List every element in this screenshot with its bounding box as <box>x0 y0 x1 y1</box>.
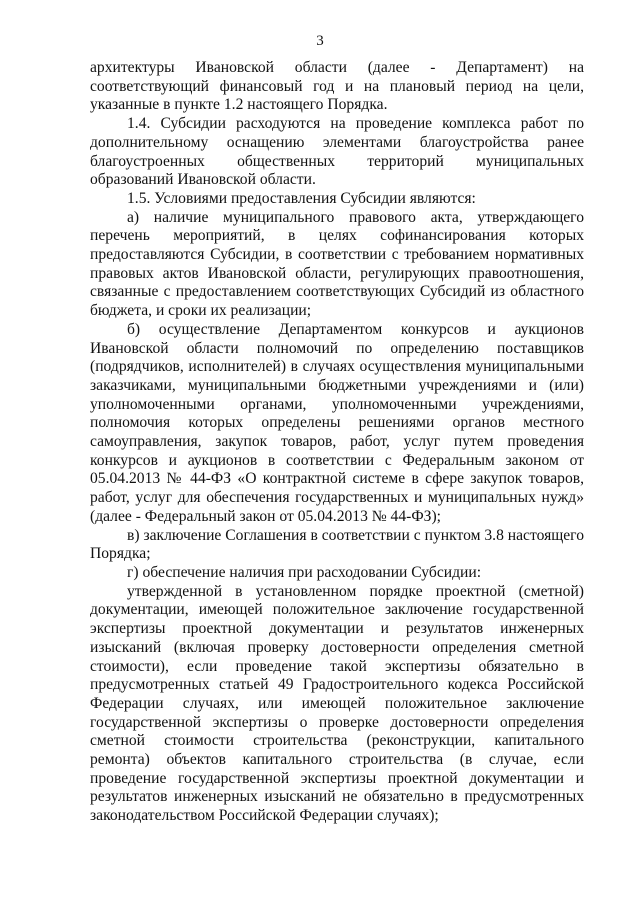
condition-v: в) заключение Соглашения в соответствии с пунктом 3.8 настоящего Порядка; <box>90 526 584 563</box>
condition-g: г) обеспечение наличия при расходовании Субсидии: <box>127 563 482 581</box>
page-number: 3 <box>316 33 324 49</box>
condition-g-detail: утвержденной в установленном порядке проектной (сметной) документации, имеющей положительное заключение государственной экспертизы проектной документации и результатов инженерных изысканий (включая проверку достоверности определения сметной стоимости), если проведение такой экспертизы обязательно в предусмотренных статьей 49 Градостроительного кодекса Российской Федерации случаях, или имеющей положительное заключение государственной экспертизы о проверке достоверности определения сметной стоимости строительства (реконструкции, капитального ремонта) объектов капитального строительства (в случае, если проведение государственной экспертизы проектной документации и результатов инженерных изысканий не обязательно в предусмотренных законодательством Российской Федерации случаях); <box>90 582 584 825</box>
paragraph-1-4: 1.4. Субсидии расходуются на проведение комплекса работ по дополнительному оснащению элементами благоустройства ранее благоустроенных общественных территорий муниципальных образований Ивановской области. <box>90 115 584 189</box>
condition-b: б) осуществление Департаментом конкурсов и аукционов Ивановской области полномочий по определению поставщиков (подрядчиков, исполнителей) в случаях осуществления муниципальными заказчиками, муниципальными бюджетными учреждениями и (или) уполномоченными органами, уполномоченными учреждениями, полномочия которых определены решениями органов местного самоуправления, закупок товаров, работ, услуг путем проведения конкурсов и аукционов в соответствии с Федеральным законом от 05.04.2013 № 44-ФЗ «О контрактной системе в сфере закупок товаров, работ, услуг для обеспечения государственных и муниципальных нужд» (далее - Федеральный закон от 05.04.2013 № 44-ФЗ); <box>90 320 584 525</box>
condition-a: а) наличие муниципального правового акта, утверждающего перечень мероприятий, в целях софинансирования которых предоставляются Субсидии, в соответствии с требованием нормативных правовых актов Ивановской области, регулирующих правоотношения, связанные с предоставлением соответствующих Субсидий из областного бюджета, и сроки их реализации; <box>90 208 584 320</box>
paragraph-1-5: 1.5. Условиями предоставления Субсидии являются: <box>127 189 476 207</box>
document-body <box>90 59 584 826</box>
paragraph-continuation: архитектуры Ивановской области (далее - Департамент) на соответствующий финансовый год и на плановый период на цели, указанные в пункте 1.2 настоящего Порядка. <box>90 59 584 114</box>
